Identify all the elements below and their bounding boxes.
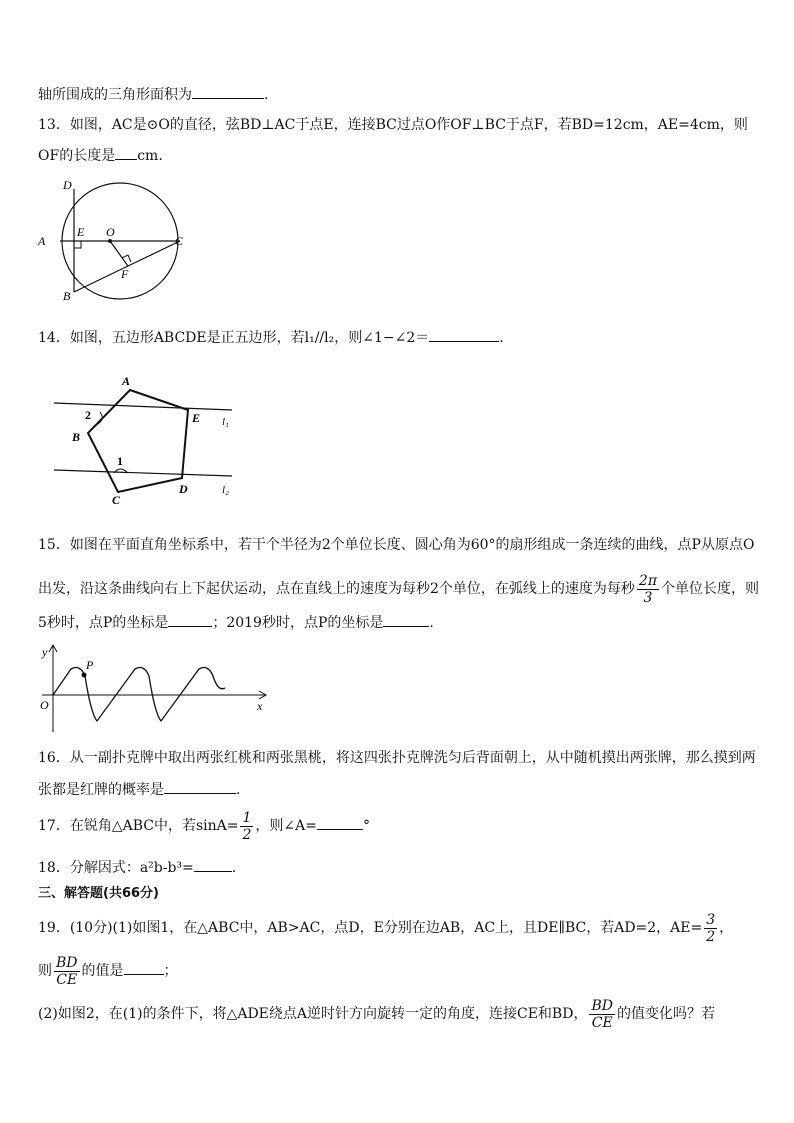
q17-degree: ° xyxy=(362,818,370,834)
q16-line1: 16．从一副扑克牌中取出两张红桃和两张黑桃，将这四张扑克牌洗匀后背面朝上，从中随机摸出两张牌，那么摸到两 xyxy=(38,750,756,766)
wave-curve xyxy=(53,668,225,721)
label-x: x xyxy=(257,699,263,713)
q14-text: 14．如图，五边形ABCDE是正五边形，若l₁//l₂，则∠1−∠2＝ xyxy=(38,330,430,346)
label-c: C xyxy=(112,493,121,507)
frac-den: 2 xyxy=(242,826,252,843)
label-p: P xyxy=(86,658,94,672)
q17-text: 17．在锐角△ABC中，若sinA= xyxy=(38,818,239,834)
frac-num: BD xyxy=(591,997,613,1014)
frac-num: 1 xyxy=(242,809,252,826)
q19-semicolon: ； xyxy=(163,963,178,979)
frac-num: 2π xyxy=(638,572,658,589)
label-l1: l₁ xyxy=(222,416,229,428)
q19-line3 xyxy=(38,992,715,1036)
wave-figure xyxy=(38,642,273,740)
q16-text: 张都是红牌的概率是 xyxy=(38,782,164,798)
fraction-bd-over-ce-2 xyxy=(589,998,615,1031)
q13-text: OF的长度是 xyxy=(38,148,116,164)
label-c: C xyxy=(175,234,184,248)
line-l1 xyxy=(54,403,232,410)
answer-blank-1 xyxy=(168,612,212,627)
label-o: O xyxy=(40,698,49,712)
q16-end: . xyxy=(236,782,241,798)
circle-figure xyxy=(34,175,194,305)
line-l2 xyxy=(54,470,232,476)
label-o: O xyxy=(106,225,115,239)
pentagon-figure xyxy=(48,370,248,510)
q18-line xyxy=(38,857,236,878)
q18-end: . xyxy=(231,860,237,876)
q13-line2 xyxy=(38,145,163,166)
q18-text: 18．分解因式：a²b-b³= xyxy=(38,860,194,876)
q14-line xyxy=(38,327,504,348)
label-d: D xyxy=(63,178,72,192)
q19-text: 19．(10分)(1)如图1，在△ABC中，AB>AC，点D，E分别在边AB，AC上，且DE∥BC，若AD=2，AE= xyxy=(38,920,703,936)
label-a: A xyxy=(38,234,46,248)
q19-comma: ， xyxy=(719,920,734,936)
right-angle-f xyxy=(122,255,131,262)
answer-blank xyxy=(115,145,137,160)
frac-num: BD xyxy=(56,954,78,971)
point-p xyxy=(82,673,87,678)
q19-text5: 的值变化吗？若 xyxy=(616,1006,715,1022)
fraction-1-over-2 xyxy=(240,810,253,843)
label-f: F xyxy=(121,267,129,281)
label-e: E xyxy=(77,225,85,239)
fraction-2pi-over-3 xyxy=(637,573,659,606)
q19-text4: (2)如图2，在(1)的条件下，将△ADE绕点A逆时针方向旋转一定的角度，连接CE和BD， xyxy=(38,1006,588,1022)
q15-text3: 5秒时，点P的坐标是 xyxy=(38,615,169,631)
answer-blank xyxy=(194,857,232,872)
label-e: E xyxy=(192,411,201,425)
q15-end: . xyxy=(429,615,434,631)
q14-end: . xyxy=(499,330,504,346)
answer-blank-2 xyxy=(383,612,429,627)
q16-line2 xyxy=(38,779,240,800)
answer-blank xyxy=(124,960,164,975)
q12-text: 轴所围成的三角形面积为 xyxy=(38,87,192,103)
q15-text4: ；2019秒时，点P的坐标是 xyxy=(212,615,384,631)
q17-text2: ，则∠A= xyxy=(255,818,317,834)
q19-text3: 的值是 xyxy=(81,963,124,979)
q19-line2 xyxy=(38,949,178,993)
frac-den: CE xyxy=(591,1014,613,1031)
q15-line1: 15．如图在平面直角坐标系中，若干个半径为2个单位长度、圆心角为60°的扇形组成一条连续的曲线，点P从原点O xyxy=(38,537,755,553)
frac-den: CE xyxy=(56,971,78,988)
answer-blank xyxy=(429,327,499,342)
segment-of xyxy=(110,241,128,266)
answer-blank xyxy=(317,815,363,830)
fraction-bd-over-ce xyxy=(54,955,80,988)
section-heading: 三、解答题(共66分) xyxy=(38,886,159,901)
frac-den: 2 xyxy=(706,928,716,945)
answer-blank xyxy=(164,779,236,794)
q19-text2: 则 xyxy=(38,963,52,979)
label-d: D xyxy=(179,482,188,496)
q15-text2: 个单位长度，则 xyxy=(661,581,760,597)
label-y: y xyxy=(42,645,48,659)
right-angle-e xyxy=(74,241,81,248)
point-o xyxy=(108,239,112,243)
fraction-3-over-2 xyxy=(704,912,717,945)
q15-line3 xyxy=(38,612,434,633)
label-b: B xyxy=(63,289,71,303)
q13-line1: 13．如图，AC是⊙O的直径，弦BD⊥AC于点E，连接BC过点O作OF⊥BC于点F，若BD=12cm，AE=4cm，则 xyxy=(38,117,748,133)
label-b: B xyxy=(72,430,81,444)
frac-num: 3 xyxy=(706,911,716,928)
q12-end: . xyxy=(264,87,269,103)
q15-text: 出发，沿这条曲线向右上下起伏运动，点在直线上的速度为每秒2个单位，在弧线上的速度为每秒 xyxy=(38,581,635,597)
answer-blank xyxy=(192,84,264,99)
q19-line1 xyxy=(38,906,733,950)
q15-line2 xyxy=(38,569,759,609)
q12-line xyxy=(38,84,268,105)
label-2: 2 xyxy=(85,408,91,422)
frac-den: 3 xyxy=(643,589,653,606)
q17-line xyxy=(38,804,370,848)
label-1: 1 xyxy=(117,454,123,468)
label-l2: l₂ xyxy=(222,484,229,496)
q13-unit: cm. xyxy=(137,148,163,164)
label-a: A xyxy=(122,374,131,388)
